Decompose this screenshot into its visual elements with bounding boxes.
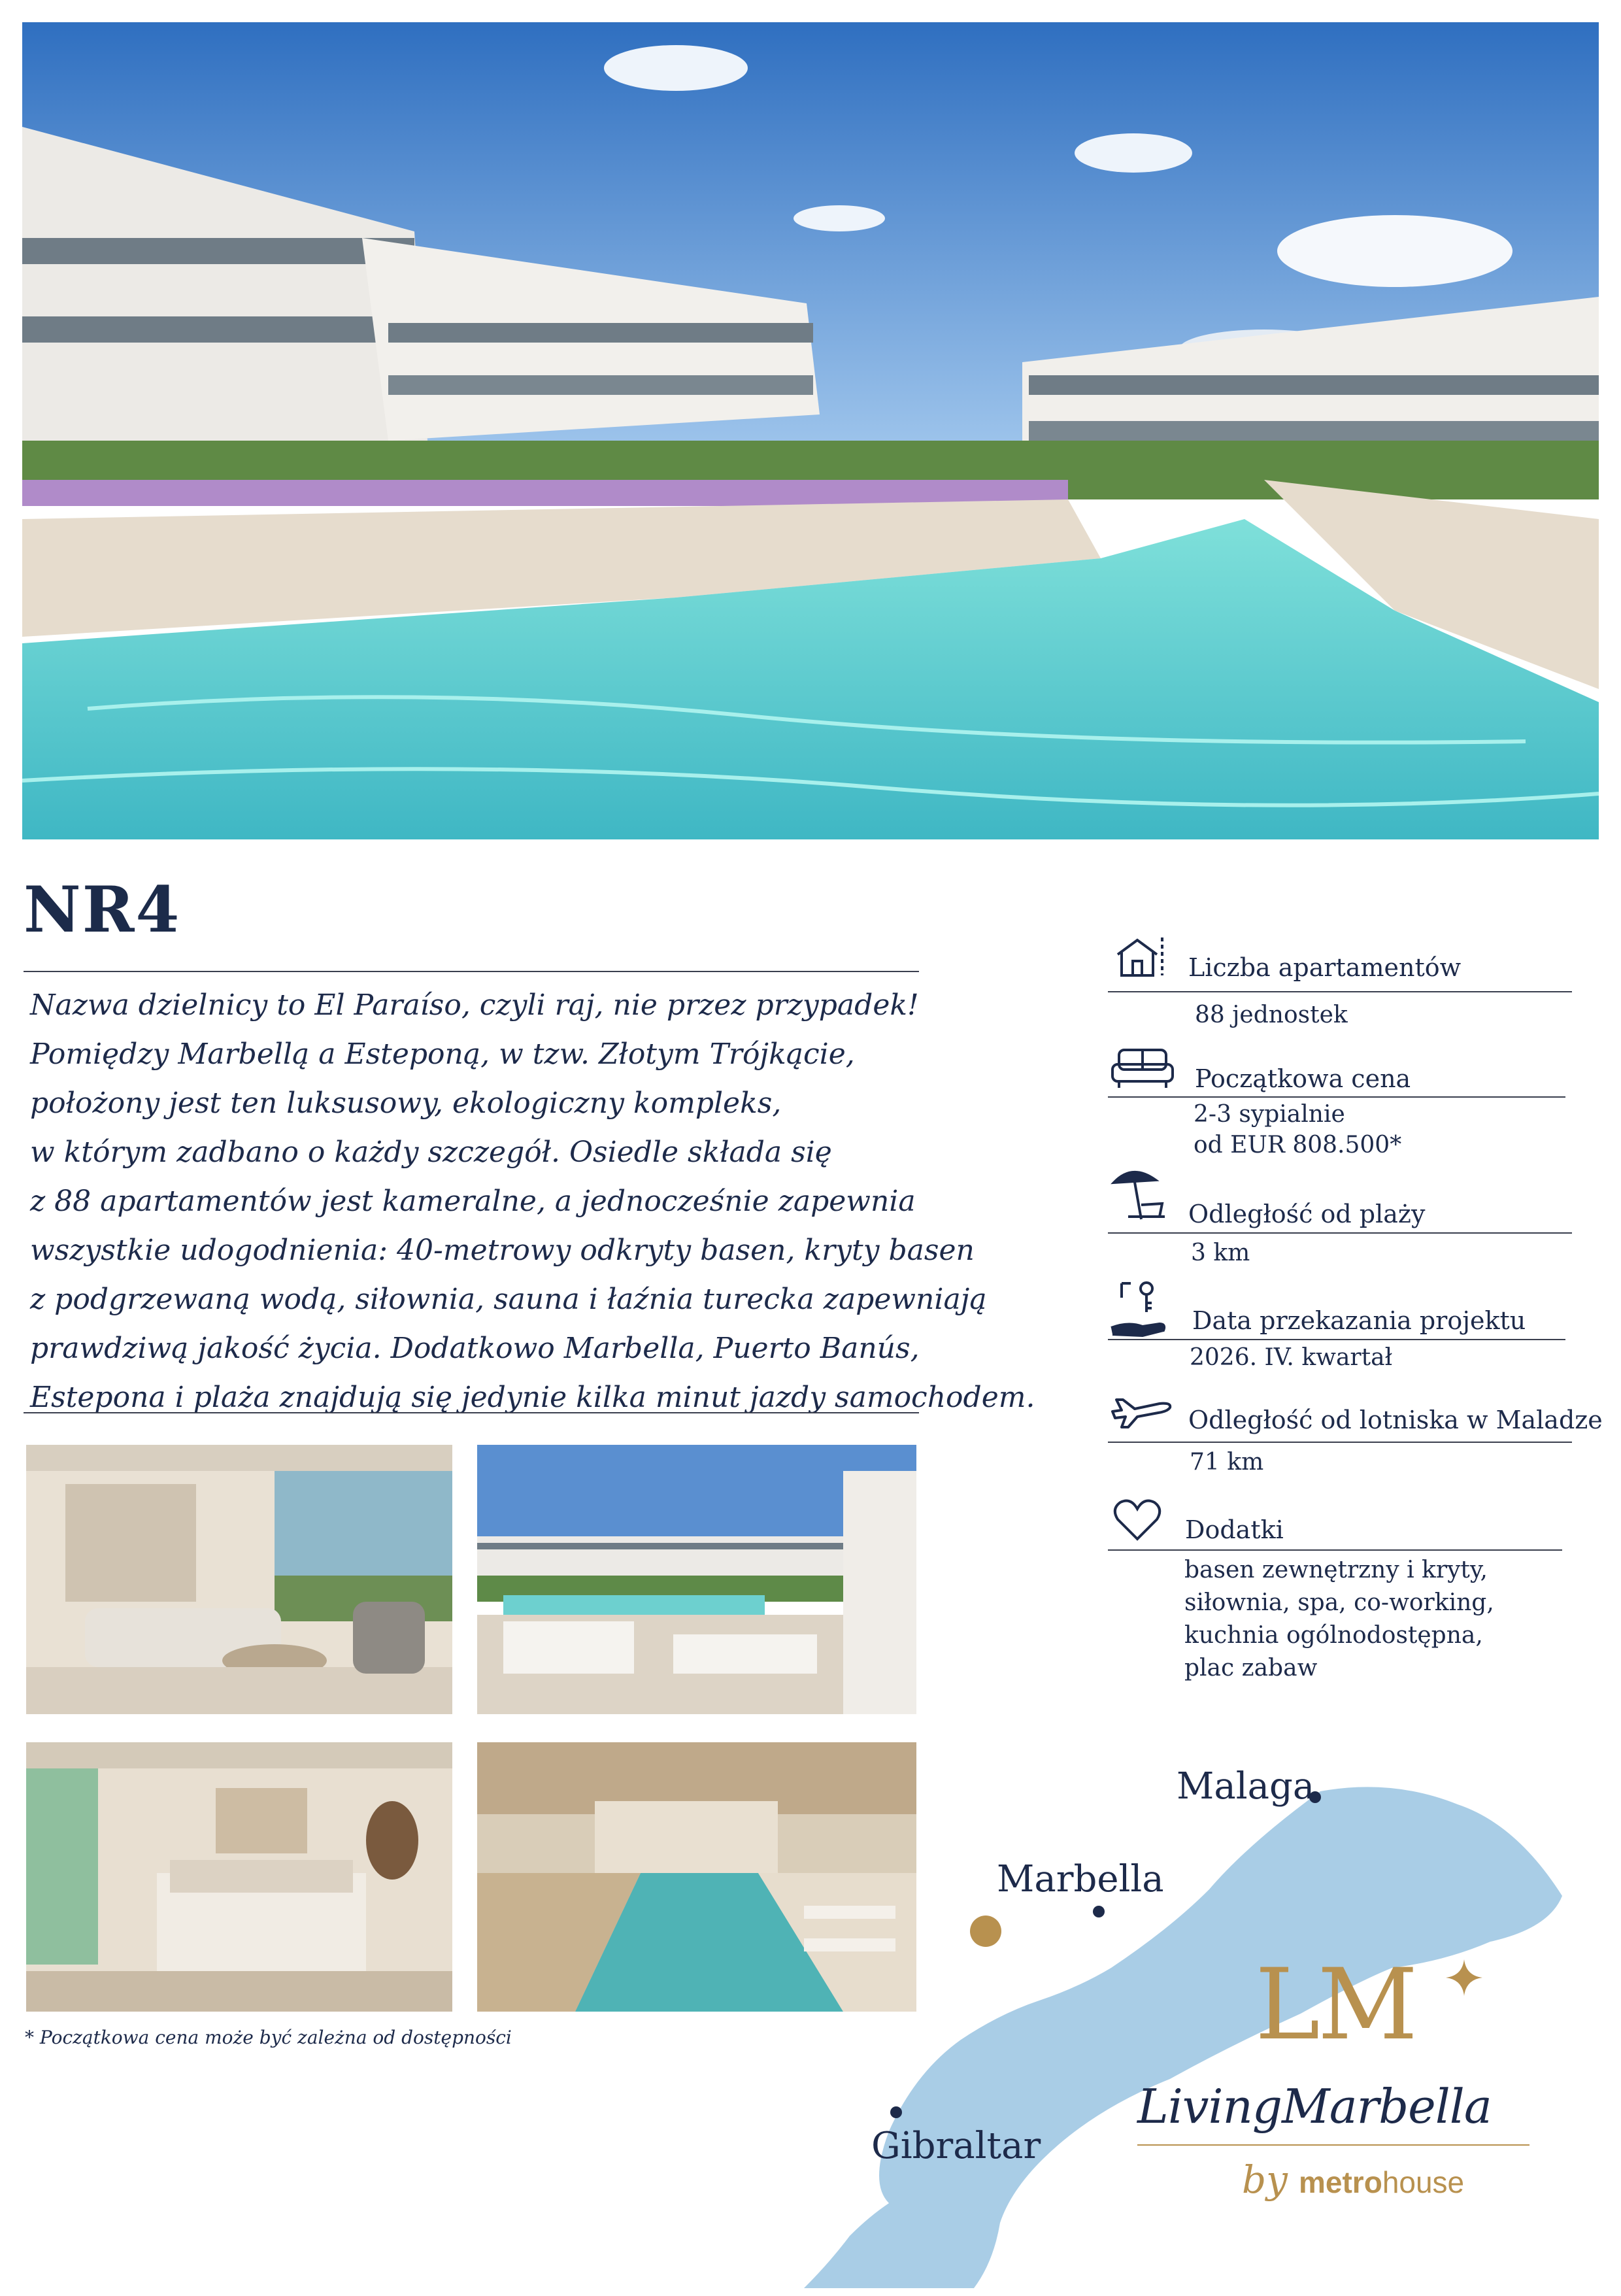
logo-underline	[1137, 2144, 1529, 2146]
description-line: prawdziwą jakość życia. Dodatkowo Marbella, Puerto Banús,	[30, 1332, 920, 1365]
marbella-label: Marbella	[997, 1858, 1164, 1900]
airport-divider	[1108, 1442, 1572, 1443]
apartments-label: Liczba apartamentów	[1188, 953, 1462, 982]
extras-line: kuchnia ogólnodostępna,	[1184, 1622, 1483, 1649]
price-divider	[1108, 1096, 1565, 1098]
logo-monogram: LM	[1255, 1948, 1416, 2062]
price-label: Początkowa cena	[1195, 1064, 1411, 1093]
price-from: od EUR 808.500*	[1194, 1132, 1402, 1158]
handover-divider	[1108, 1339, 1565, 1340]
description-line: wszystkie udogodnienia: 40-metrowy odkryty basen, kryty basen	[30, 1234, 975, 1267]
extras-line: plac zabaw	[1184, 1655, 1318, 1681]
description-line: Nazwa dzielnicy to El Paraíso, czyli raj, nie przez przypadek!	[30, 988, 919, 1022]
price-bedrooms: 2-3 sypialnie	[1194, 1101, 1345, 1128]
description-line: w którym zadbano o każdy szczegół. Osiedle składa się	[30, 1136, 832, 1169]
hero-photo-pool	[22, 22, 1599, 839]
description-line: Estepona i plaża znajdują się jedynie kilka minut jazdy samochodem.	[30, 1381, 1035, 1414]
airplane-icon	[1109, 1389, 1174, 1428]
gallery-photo-living-room	[26, 1445, 452, 1714]
heart-icon	[1111, 1497, 1163, 1543]
logo-script: LivingMarbella	[1137, 2079, 1492, 2134]
airport-label: Odległość od lotniska w Maladze	[1188, 1406, 1603, 1434]
project-title: NR4	[24, 873, 181, 947]
title-divider	[24, 971, 919, 972]
marbella-dot	[1093, 1906, 1105, 1917]
extras-line: siłownia, spa, co-working,	[1184, 1589, 1494, 1616]
logo-brand-bold: metro	[1299, 2165, 1382, 2199]
beach-divider	[1108, 1232, 1572, 1234]
gallery-photo-terrace	[477, 1445, 916, 1714]
logo-byline	[1242, 2157, 1464, 2202]
malaga-label: Malaga	[1177, 1765, 1315, 1808]
project-location-marker	[970, 1916, 1001, 1947]
logo-brand-light: house	[1382, 2165, 1465, 2199]
apartments-divider	[1108, 991, 1572, 992]
extras-divider	[1108, 1549, 1562, 1551]
house-icon	[1111, 935, 1170, 981]
gibraltar-dot	[890, 2106, 902, 2118]
living-marbella-logo	[1124, 1948, 1543, 2223]
handover-label: Data przekazania projektu	[1192, 1306, 1526, 1335]
gibraltar-label: Gibraltar	[871, 2125, 1041, 2167]
description-line: z podgrzewaną wodą, siłownia, sauna i łaźnia turecka zapewniają	[30, 1283, 987, 1316]
extras-label: Dodatki	[1185, 1515, 1284, 1544]
beach-umbrella-icon	[1109, 1160, 1167, 1223]
description-divider	[24, 1412, 919, 1413]
beach-value: 3 km	[1191, 1240, 1250, 1266]
sofa-icon	[1110, 1046, 1175, 1092]
extras-line: basen zewnętrzny i kryty,	[1184, 1557, 1488, 1583]
airport-value: 71 km	[1190, 1449, 1264, 1476]
gallery-photo-bedroom	[26, 1742, 452, 2012]
apartments-value: 88 jednostek	[1195, 1002, 1348, 1028]
description-line: Pomiędzy Marbellą a Esteponą, w tzw. Złotym Trójkącie,	[30, 1038, 855, 1071]
description	[30, 981, 1035, 1422]
beach-label: Odległość od plaży	[1188, 1200, 1426, 1228]
description-line: z 88 apartamentów jest kameralne, a jednocześnie zapewnia	[30, 1185, 916, 1218]
handover-value: 2026. IV. kwartał	[1190, 1344, 1393, 1371]
logo-by: by	[1242, 2157, 1288, 2202]
key-hand-icon	[1109, 1278, 1174, 1343]
sparkle-icon	[1445, 1958, 1484, 1997]
description-line: położony jest ten luksusowy, ekologiczny kompleks,	[30, 1087, 782, 1120]
price-footnote: * Początkowa cena może być zależna od dostępności	[25, 2027, 512, 2048]
